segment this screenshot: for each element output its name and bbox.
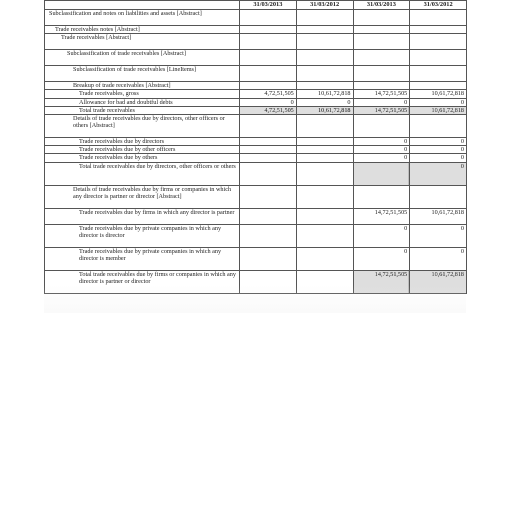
value-cell: 10,61,72,818 bbox=[410, 90, 467, 98]
value-cell: 0 bbox=[410, 162, 467, 185]
table-row bbox=[45, 154, 467, 162]
value-cell bbox=[296, 34, 353, 50]
value-cell bbox=[240, 270, 297, 293]
value-cell bbox=[353, 34, 410, 50]
value-cell: 14,72,51,505 bbox=[353, 270, 410, 293]
value-cell bbox=[296, 162, 353, 185]
row-label: Trade receivables due by others bbox=[45, 154, 240, 162]
value-cell bbox=[410, 185, 467, 208]
table-row bbox=[45, 115, 467, 138]
value-cell: 0 bbox=[410, 154, 467, 162]
table-row bbox=[45, 208, 467, 224]
value-cell bbox=[353, 115, 410, 138]
table-row bbox=[45, 247, 467, 270]
value-cell bbox=[240, 115, 297, 138]
table-row bbox=[45, 82, 467, 90]
value-cell bbox=[240, 10, 297, 26]
table-row bbox=[45, 146, 467, 154]
table-body bbox=[45, 10, 467, 294]
value-cell: 0 bbox=[353, 247, 410, 270]
value-cell bbox=[410, 66, 467, 82]
value-cell: 0 bbox=[353, 146, 410, 154]
row-label: Subclassification and notes on liabilities and assets [Abstract] bbox=[45, 10, 240, 26]
header-cell-2012-b: 31/03/2012 bbox=[410, 1, 467, 10]
value-cell bbox=[353, 10, 410, 26]
value-cell bbox=[296, 66, 353, 82]
row-label: Trade receivables due by other officers bbox=[45, 146, 240, 154]
value-cell: 14,72,51,505 bbox=[353, 208, 410, 224]
header-row bbox=[45, 1, 467, 10]
table-row bbox=[45, 138, 467, 146]
row-label: Trade receivables due by directors bbox=[45, 138, 240, 146]
value-cell bbox=[353, 162, 410, 185]
value-cell: 0 bbox=[240, 98, 297, 106]
value-cell: 0 bbox=[410, 146, 467, 154]
value-cell bbox=[240, 154, 297, 162]
row-label: Trade receivables notes [Abstract] bbox=[45, 26, 240, 34]
row-label: Trade receivables [Abstract] bbox=[45, 34, 240, 50]
value-cell bbox=[240, 247, 297, 270]
value-cell bbox=[353, 66, 410, 82]
value-cell bbox=[410, 82, 467, 90]
table-row bbox=[45, 50, 467, 66]
value-cell bbox=[296, 138, 353, 146]
value-cell: 14,72,51,505 bbox=[353, 90, 410, 98]
value-cell: 0 bbox=[353, 138, 410, 146]
value-cell bbox=[296, 270, 353, 293]
value-cell bbox=[296, 146, 353, 154]
header-cell-2013-b: 31/03/2013 bbox=[353, 1, 410, 10]
row-label: Total trade receivables bbox=[45, 106, 240, 114]
row-label: Total trade receivables due by directors, other officers or others bbox=[45, 162, 240, 185]
value-cell bbox=[240, 162, 297, 185]
value-cell bbox=[296, 154, 353, 162]
table-row bbox=[45, 66, 467, 82]
row-label: Subclassification of trade receivables [Abstract] bbox=[45, 50, 240, 66]
value-cell: 14,72,51,505 bbox=[353, 106, 410, 114]
value-cell: 0 bbox=[353, 154, 410, 162]
value-cell: 0 bbox=[353, 224, 410, 247]
header-cell-label bbox=[45, 1, 240, 10]
row-label: Subclassification of trade receivables [LineItems] bbox=[45, 66, 240, 82]
row-label: Trade receivables due by private companies in which any director is member bbox=[45, 247, 240, 270]
value-cell: 0 bbox=[410, 138, 467, 146]
value-cell bbox=[240, 146, 297, 154]
trade-receivables-table bbox=[44, 0, 467, 294]
value-cell bbox=[240, 208, 297, 224]
value-cell: 10,61,72,818 bbox=[410, 208, 467, 224]
value-cell: 10,61,72,818 bbox=[296, 90, 353, 98]
table-row bbox=[45, 26, 467, 34]
table-row bbox=[45, 270, 467, 293]
value-cell: 0 bbox=[296, 98, 353, 106]
value-cell bbox=[296, 208, 353, 224]
row-label: Total trade receivables due by firms or companies in which any director is partner or director bbox=[45, 270, 240, 293]
row-label: Trade receivables due by firms in which any director is partner bbox=[45, 208, 240, 224]
value-cell bbox=[240, 224, 297, 247]
value-cell: 4,72,51,505 bbox=[240, 106, 297, 114]
value-cell bbox=[240, 138, 297, 146]
table-row bbox=[45, 224, 467, 247]
financial-statement-page bbox=[44, 0, 466, 313]
table-row bbox=[45, 90, 467, 98]
value-cell bbox=[240, 82, 297, 90]
value-cell bbox=[353, 50, 410, 66]
value-cell: 4,72,51,505 bbox=[240, 90, 297, 98]
row-label: Breakup of trade receivables [Abstract] bbox=[45, 82, 240, 90]
value-cell: 10,61,72,818 bbox=[410, 106, 467, 114]
value-cell bbox=[410, 26, 467, 34]
value-cell bbox=[410, 34, 467, 50]
value-cell bbox=[240, 50, 297, 66]
row-label: Trade receivables due by private companies in which any director is director bbox=[45, 224, 240, 247]
value-cell bbox=[296, 10, 353, 26]
table-row bbox=[45, 106, 467, 114]
row-label: Details of trade receivables due by firms or companies in which any director is partner or director [Abstract] bbox=[45, 185, 240, 208]
value-cell bbox=[353, 185, 410, 208]
value-cell bbox=[240, 34, 297, 50]
value-cell bbox=[240, 26, 297, 34]
value-cell: 0 bbox=[410, 98, 467, 106]
value-cell bbox=[296, 247, 353, 270]
value-cell bbox=[410, 115, 467, 138]
table-row bbox=[45, 34, 467, 50]
value-cell: 0 bbox=[410, 224, 467, 247]
value-cell bbox=[353, 26, 410, 34]
row-label: Allowance for bad and doubtful debts bbox=[45, 98, 240, 106]
value-cell bbox=[296, 115, 353, 138]
row-label: Details of trade receivables due by directors, other officers or others [Abstract] bbox=[45, 115, 240, 138]
table-row bbox=[45, 98, 467, 106]
value-cell bbox=[240, 66, 297, 82]
value-cell: 0 bbox=[410, 247, 467, 270]
header-cell-2013-a: 31/03/2013 bbox=[240, 1, 297, 10]
value-cell bbox=[296, 82, 353, 90]
header-cell-2012-a: 31/03/2012 bbox=[296, 1, 353, 10]
value-cell bbox=[240, 185, 297, 208]
value-cell bbox=[296, 26, 353, 34]
value-cell bbox=[296, 185, 353, 208]
table-row bbox=[45, 162, 467, 185]
value-cell bbox=[410, 50, 467, 66]
row-label: Trade receivables, gross bbox=[45, 90, 240, 98]
value-cell bbox=[410, 10, 467, 26]
value-cell: 0 bbox=[353, 98, 410, 106]
value-cell bbox=[296, 224, 353, 247]
table-row bbox=[45, 185, 467, 208]
value-cell bbox=[296, 50, 353, 66]
value-cell: 10,61,72,818 bbox=[410, 270, 467, 293]
table-row bbox=[45, 10, 467, 26]
value-cell bbox=[353, 82, 410, 90]
value-cell: 10,61,72,818 bbox=[296, 106, 353, 114]
